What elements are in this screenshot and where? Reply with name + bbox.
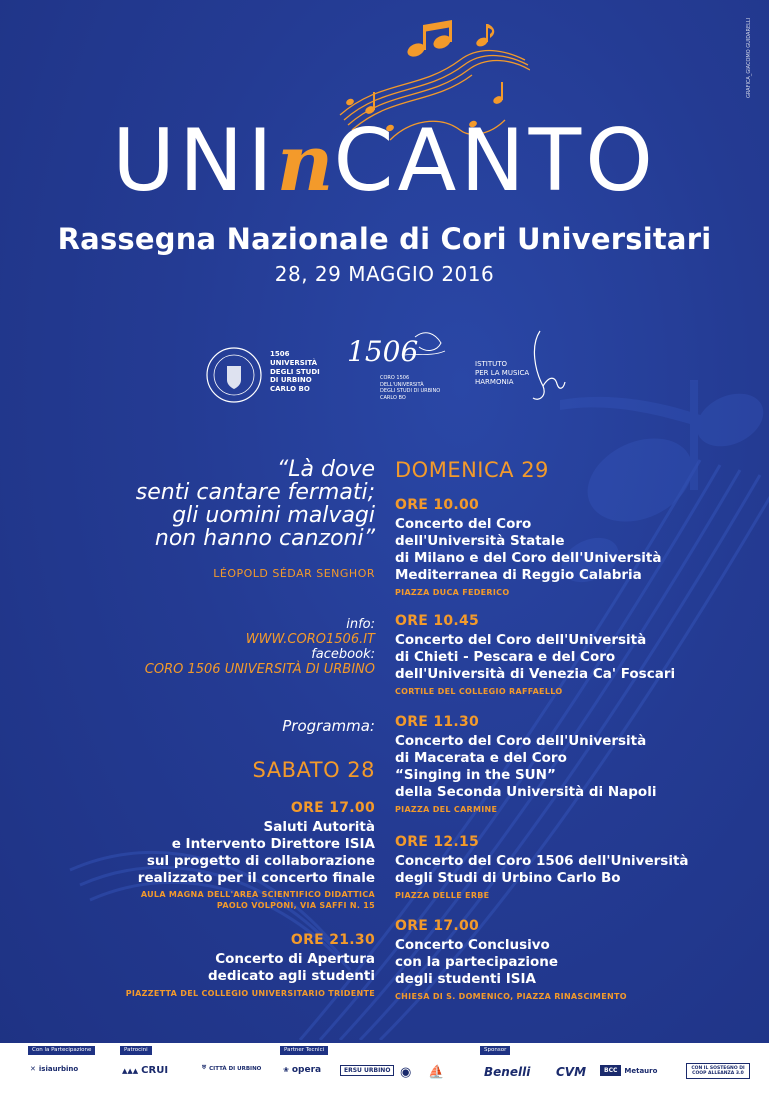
crest-icon: ⛨: [202, 1065, 207, 1071]
event-description: Concerto del Coro dell'Università di Chieti - Pescara e del Coro dell'Università di Venezia Ca' Foscari: [395, 632, 676, 682]
bcc-metauro-logo: BCC Metauro: [600, 1065, 657, 1076]
cvm-logo: CVM: [556, 1065, 587, 1079]
info-block: [60, 617, 375, 677]
benelli-logo: Benelli: [484, 1065, 531, 1079]
event-description: Concerto del Coro dell'Università Statale di Milano e del Coro dell'Università Mediterranea di Reggio Calabria: [395, 516, 662, 583]
round-badge-icon: ◉: [400, 1065, 412, 1080]
partecipazione-heading: Con la Partecipazione: [28, 1046, 95, 1055]
event-place: AULA MAGNA DELL'AREA SCIENTIFICO DIDATTICA PAOLO VOLPONI, VIA SAFFI N. 15: [140, 890, 375, 910]
event-time: ORE 17.00: [395, 918, 480, 934]
sunday-event-2: [395, 613, 725, 696]
event-description: Concerto del Coro 1506 dell'Università degli Studi di Urbino Carlo Bo: [395, 853, 689, 886]
event-description: Concerto di Apertura dedicato agli studenti: [208, 951, 375, 984]
poster-title: UNInCANTO: [112, 111, 657, 211]
event-time: ORE 12.15: [395, 834, 480, 850]
saturday-event-1: [60, 800, 375, 911]
opera-logo: ❀ opera: [283, 1065, 322, 1075]
sunday-event-3: [395, 714, 725, 814]
event-place: PIAZZETTA DEL COLLEGIO UNIVERSITARIO TRIDENTE: [125, 989, 375, 998]
coro-1506-logo-icon: [345, 325, 450, 375]
isia-icon: ✕: [30, 1065, 36, 1073]
event-description: Concerto Conclusivo con la partecipazione degli studenti ISIA: [395, 937, 558, 987]
sunday-event-1: [395, 497, 725, 597]
saturday-heading: SABATO 28: [252, 758, 375, 782]
coro-logo-text: CORO 1506 DELL'UNIVERSITÀ DEGLI STUDI DI URBINO CARLO BO: [380, 375, 441, 401]
event-place: CHIESA DI S. DOMENICO, PIAZZA RINASCIMENTO: [395, 992, 627, 1001]
citta-urbino-logo: ⛨ CITTÀ DI URBINO: [202, 1065, 262, 1072]
sunday-heading: DOMENICA 29: [395, 458, 549, 482]
patrocini-heading: Patrocini: [120, 1046, 152, 1055]
crui-icon: ▲▲▲: [122, 1066, 139, 1075]
partner-heading: Partner Tecnici: [280, 1046, 328, 1055]
crui-logo: ▲▲▲ CRUI: [122, 1065, 169, 1076]
opera-icon: ❀: [283, 1066, 289, 1074]
info-label: info:: [346, 617, 375, 632]
isia-logo-text: ISTITUTO PER LA MUSICA HARMONIA: [475, 360, 530, 386]
event-place: PIAZZA DELLE ERBE: [395, 891, 490, 900]
quote-author: LÉOPOLD SÉDAR SENGHOR: [213, 567, 375, 580]
event-time: ORE 21.30: [290, 932, 375, 948]
program-label: Programma:: [282, 717, 375, 735]
event-time: ORE 17.00: [290, 800, 375, 816]
sponsor-heading: Sponsor: [480, 1046, 510, 1055]
facebook-link[interactable]: CORO 1506 UNIVERSITÀ DI URBINO: [144, 662, 375, 677]
isia-sponsor-logo: ✕ isiaurbino: [30, 1065, 79, 1073]
ersu-logo: ERSU URBINO: [340, 1065, 394, 1076]
sunday-event-4: [395, 834, 725, 900]
quote-block: “Là dove senti cantare fermati; gli uomini malvagi non hanno canzoni”: [135, 457, 375, 551]
event-time: ORE 10.00: [395, 497, 480, 513]
sunday-event-5: [395, 918, 725, 1001]
ship-badge-icon: ⛵: [428, 1065, 445, 1080]
university-logo-text: 1506 UNIVERSITÀ DEGLI STUDI DI URBINO CARLO BO: [270, 350, 320, 393]
graphic-credit: GRAFICA_GIACOMO GUIDARELLI: [746, 17, 752, 98]
partner-badges: [400, 1065, 445, 1080]
sponsor-bar: [0, 1043, 769, 1097]
university-seal-icon: [205, 346, 263, 404]
coop-logo: CON IL SOSTEGNO DI COOP ALLEANZA 3.0: [686, 1063, 750, 1079]
event-place: CORTILE DEL COLLEGIO RAFFAELLO: [395, 687, 563, 696]
website-link[interactable]: WWW.CORO1506.IT: [245, 632, 375, 647]
harmonia-clef-icon: [525, 326, 570, 406]
event-place: PIAZZA DUCA FEDERICO: [395, 588, 510, 597]
event-dates: 28, 29 MAGGIO 2016: [274, 262, 495, 286]
event-place: PIAZZA DEL CARMINE: [395, 805, 498, 814]
facebook-label: facebook:: [311, 647, 375, 662]
event-time: ORE 10.45: [395, 613, 480, 629]
organizer-logos: [200, 320, 580, 410]
event-description: Concerto del Coro dell'Università di Macerata e del Coro “Singing in the SUN” della Seconda Università di Napoli: [395, 733, 657, 800]
event-description: Saluti Autorità e Intervento Direttore ISIA sul progetto di collaborazione realizzato per il concerto finale: [137, 819, 375, 886]
poster-subtitle: Rassegna Nazionale di Cori Universitari: [57, 222, 712, 256]
coro-mark-text: 1506: [347, 335, 419, 368]
event-time: ORE 11.30: [395, 714, 480, 730]
saturday-event-2: [60, 932, 375, 998]
